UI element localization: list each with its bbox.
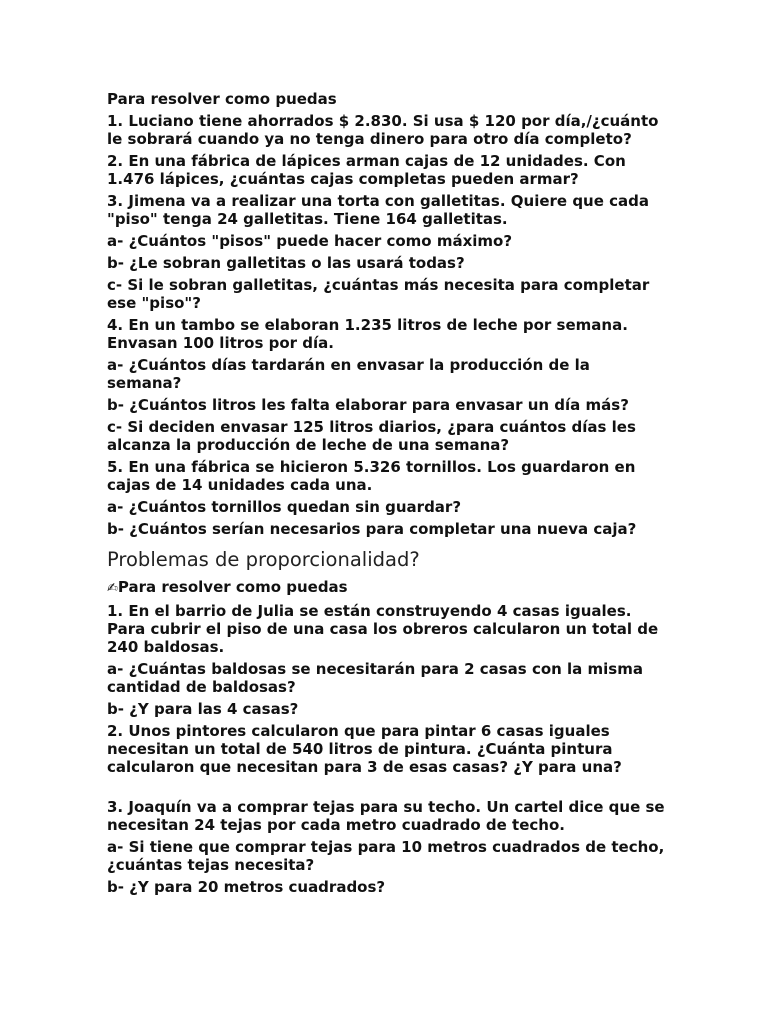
problem-1: 1. Luciano tiene ahorrados $ 2.830. Si usa $ 120 por día,/¿cuánto le sobrará cuando ya no tenga dinero para otro día completo? [107, 112, 659, 148]
problem-4b: b- ¿Cuántos litros les falta elaborar para envasar un día más? [107, 396, 629, 414]
writing-hand-icon: ✍ [107, 581, 118, 596]
problem-3a: a- ¿Cuántos "pisos" puede hacer como máximo? [107, 232, 513, 250]
section1-intro: Para resolver como puedas [107, 90, 337, 108]
problem-3b: b- ¿Le sobran galletitas o las usará todas? [107, 254, 465, 272]
problem-5b: b- ¿Cuántos serían necesarios para completar una nueva caja? [107, 520, 637, 538]
problem-5a: a- ¿Cuántos tornillos quedan sin guardar? [107, 498, 462, 516]
section2-intro-text: Para resolver como puedas [117, 578, 348, 596]
problem-5: 5. En una fábrica se hicieron 5.326 tornillos. Los guardaron en cajas de 14 unidades cada una. [107, 458, 636, 494]
prop-problem-1a: a- ¿Cuántas baldosas se necesitarán para 2 casas con la misma cantidad de baldosas? [107, 660, 643, 696]
problem-2: 2. En una fábrica de lápices arman cajas de 12 unidades. Con 1.476 lápices, ¿cuántas cajas completas pueden armar? [107, 152, 626, 188]
section2-intro [107, 578, 667, 598]
prop-problem-3b: b- ¿Y para 20 metros cuadrados? [107, 878, 386, 896]
prop-problem-1: 1. En el barrio de Julia se están construyendo 4 casas iguales. Para cubrir el piso de una casa los obreros calcularon un total de 240 baldosas. [107, 602, 659, 656]
problem-3c: c- Si le sobran galletitas, ¿cuántas más necesita para completar ese "piso"? [107, 276, 650, 312]
document-page [107, 90, 667, 900]
problem-4c: c- Si deciden envasar 125 litros diarios, ¿para cuántos días les alcanza la producción de leche de una semana? [107, 418, 636, 454]
prop-problem-3a: a- Si tiene que comprar tejas para 10 metros cuadrados de techo, ¿cuántas tejas necesita? [107, 838, 665, 874]
problem-4a: a- ¿Cuántos días tardarán en envasar la producción de la semana? [107, 356, 590, 392]
prop-problem-3: 3. Joaquín va a comprar tejas para su techo. Un cartel dice que se necesitan 24 tejas por cada metro cuadrado de techo. [107, 798, 665, 834]
prop-problem-2: 2. Unos pintores calcularon que para pintar 6 casas iguales necesitan un total de 540 litros de pintura. ¿Cuánta pintura calcularon que necesitan para 3 de esas casas? ¿Y para una? [107, 722, 622, 776]
section2-heading: Problemas de proporcionalidad? [107, 548, 420, 571]
problem-4: 4. En un tambo se elaboran 1.235 litros de leche por semana. Envasan 100 litros por día. [107, 316, 628, 352]
problem-3: 3. Jimena va a realizar una torta con galletitas. Quiere que cada "piso" tenga 24 galletitas. Tiene 164 galletitas. [107, 192, 649, 228]
prop-problem-1b: b- ¿Y para las 4 casas? [107, 700, 299, 718]
